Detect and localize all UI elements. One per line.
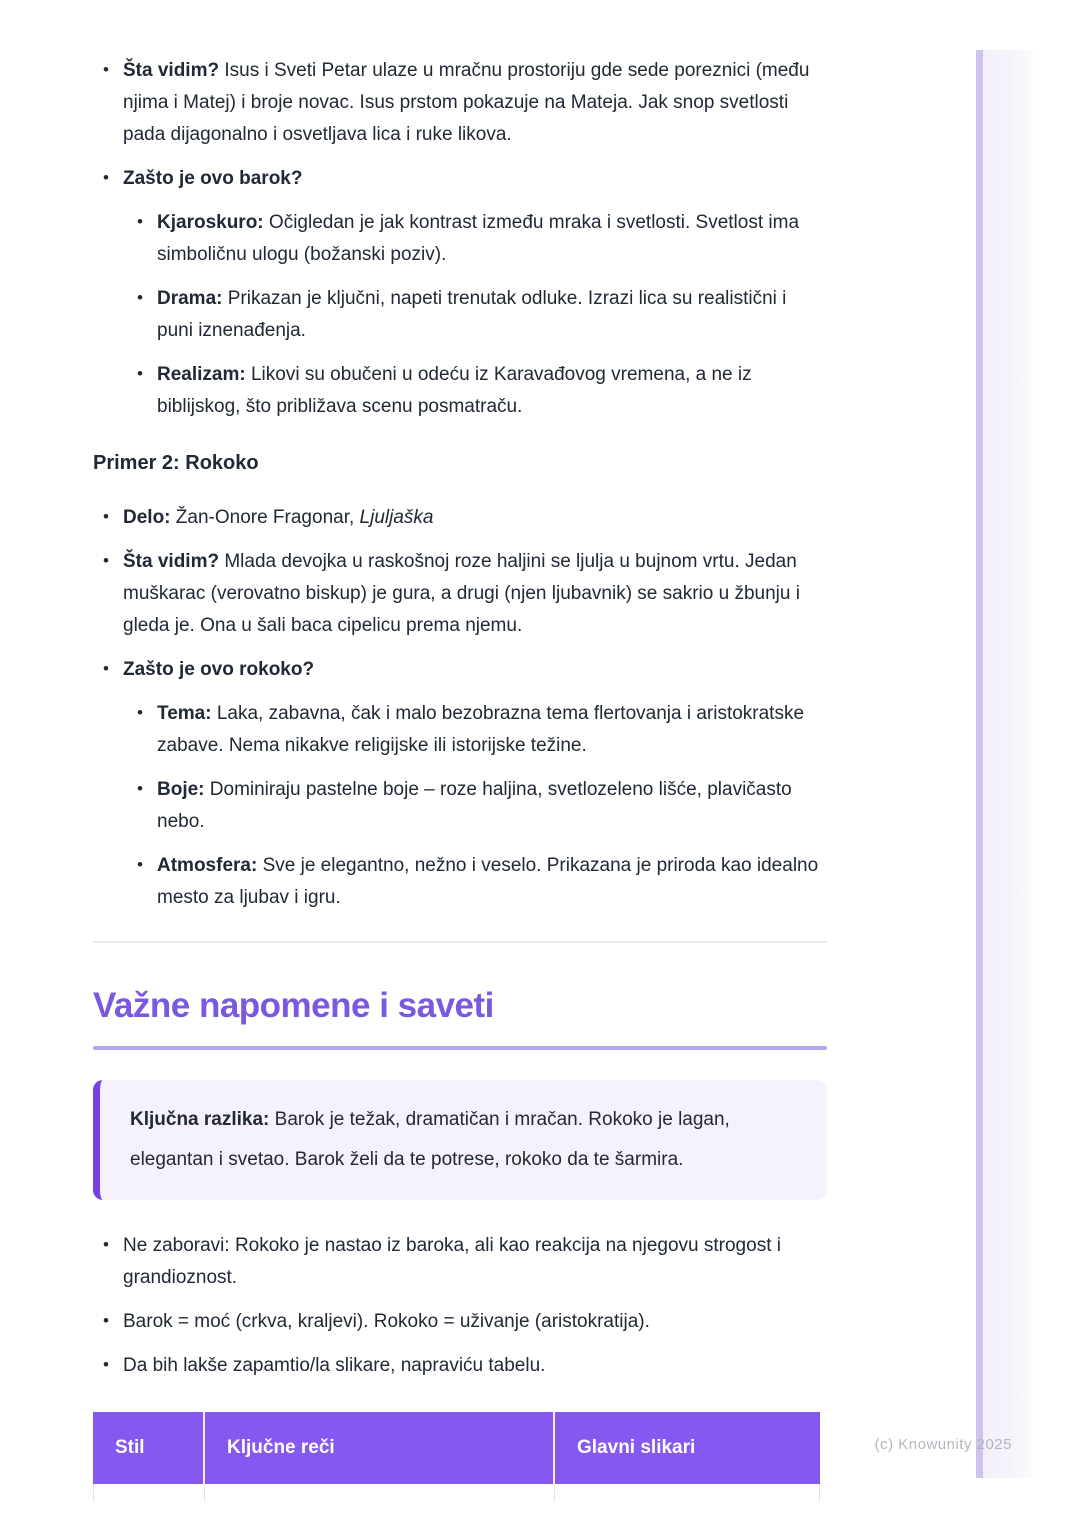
bullet-icon: • — [103, 168, 109, 187]
painters-table — [93, 1412, 820, 1502]
item-label: Realizam: — [157, 364, 246, 385]
item-text: Mlada devojka u raskošnoj roze haljini se ljulja u bujnom vrtu. Jedan muškarac (verovatno biskup) je gura, a drugi (njen ljubavnik) se sakrio u žbunju i gleda je. Ona u šali baca cipelicu prema njemu. — [123, 551, 800, 636]
bullet-icon: • — [103, 551, 109, 570]
list-item-kjaroskuro — [93, 207, 827, 271]
bullet-icon: • — [103, 1311, 109, 1330]
item-text: Dominiraju pastelne boje – roze haljina, svetlozeleno lišće, plavičasto nebo. — [157, 779, 792, 832]
copyright-watermark: (c) Knowunity 2025 — [874, 1436, 1012, 1453]
list-item-ne-zaboravi — [93, 1230, 827, 1294]
table-header-row — [93, 1412, 820, 1484]
bullet-icon: • — [137, 212, 143, 231]
item-label: Zašto je ovo barok? — [123, 168, 303, 189]
item-text: Laka, zabavna, čak i malo bezobrazna tema flertovanja i aristokratske zabave. Nema nikakve religijske ili istorijske težine. — [157, 703, 805, 756]
list-item-sta-vidim-barok — [93, 55, 827, 151]
list-item-sta-vidim-rokoko — [93, 546, 827, 642]
item-text: Da bih lakše zapamtio/la slikare, napraviću tabelu. — [123, 1355, 546, 1376]
table-cell — [554, 1484, 819, 1502]
page-title: Važne napomene i saveti — [93, 986, 494, 1025]
table-row-partial — [93, 1484, 820, 1502]
list-item-delo — [93, 502, 827, 534]
table-header-stil: Stil — [115, 1437, 145, 1458]
item-text: Isus i Sveti Petar ulaze u mračnu prostoriju gde sede poreznici (među njima i Matej) i broje novac. Isus prstom pokazuje na Mateja. Jak snop svetlosti pada dijagonalno i osvetljava lica i ruke likova. — [123, 60, 810, 145]
table-cell — [204, 1484, 554, 1502]
table-header-kljucne-reci: Ključne reči — [203, 1412, 553, 1484]
item-text: Žan-Onore Fragonar, — [170, 507, 360, 528]
list-item-tabela — [93, 1350, 827, 1382]
item-text: Prikazan je ključni, napeti trenutak odluke. Izrazi lica su realistični i puni iznenađenja. — [157, 288, 787, 341]
callout-text: Barok je težak, dramatičan i mračan. Rokoko je lagan, elegantan i svetao. Barok želi da te potrese, rokoko da te šarmira. — [130, 1109, 730, 1170]
item-text: Ne zaboravi: Rokoko je nastao iz baroka, ali kao reakcija na njegovu strogost i grandioznost. — [123, 1235, 781, 1288]
bullet-icon: • — [103, 507, 109, 526]
bullet-icon: • — [137, 855, 143, 874]
key-difference-callout — [93, 1080, 827, 1200]
bullet-icon: • — [103, 60, 109, 79]
item-label: Zašto je ovo rokoko? — [123, 659, 315, 680]
item-label: Drama: — [157, 288, 223, 309]
list-item-barok-moc — [93, 1306, 827, 1338]
list-item-zasto-rokoko — [93, 654, 827, 686]
item-text: Očigledan je jak kontrast između mraka i svetlosti. Svetlost ima simboličnu ulogu (božanski poziv). — [157, 212, 800, 265]
item-label: Delo: — [123, 507, 171, 528]
subsection-heading-primer2: Primer 2: Rokoko — [93, 452, 259, 474]
item-text: Sve je elegantno, nežno i veselo. Prikazana je priroda kao idealno mesto za ljubav i igru. — [157, 855, 819, 908]
list-item-zasto-barok — [93, 163, 827, 195]
item-label: Boje: — [157, 779, 205, 800]
table-cell — [94, 1484, 204, 1502]
item-text: Barok = moć (crkva, kraljevi). Rokoko = uživanje (aristokratija). — [123, 1311, 650, 1332]
list-item-atmosfera — [93, 850, 827, 914]
item-label: Kjaroskuro: — [157, 212, 264, 233]
table-header-glavni-slikari: Glavni slikari — [553, 1412, 820, 1484]
item-label: Atmosfera: — [157, 855, 258, 876]
bullet-icon: • — [137, 364, 143, 383]
notes-list — [93, 1230, 827, 1382]
bullet-icon: • — [103, 659, 109, 678]
item-text: Likovi su obučeni u odeću iz Karavađovog vremena, a ne iz biblijskog, što približava scenu posmatraču. — [157, 364, 752, 417]
section-divider — [93, 941, 827, 943]
bullet-icon: • — [103, 1355, 109, 1374]
callout-label: Ključna razlika: — [130, 1109, 270, 1130]
note-content — [93, 55, 827, 1502]
heading-underline — [93, 1046, 827, 1050]
item-label: Šta vidim? — [123, 60, 220, 81]
list-item-boje — [93, 774, 827, 838]
bullet-icon: • — [137, 703, 143, 722]
list-item-drama — [93, 283, 827, 347]
item-label: Šta vidim? — [123, 551, 220, 572]
bullet-icon: • — [137, 779, 143, 798]
artwork-title: Ljuljaška — [359, 507, 434, 528]
list-item-realizam — [93, 359, 827, 423]
item-label: Tema: — [157, 703, 212, 724]
bullet-icon: • — [137, 288, 143, 307]
bullet-icon: • — [103, 1235, 109, 1254]
page-edge-strip — [976, 50, 1033, 1478]
list-item-tema — [93, 698, 827, 762]
